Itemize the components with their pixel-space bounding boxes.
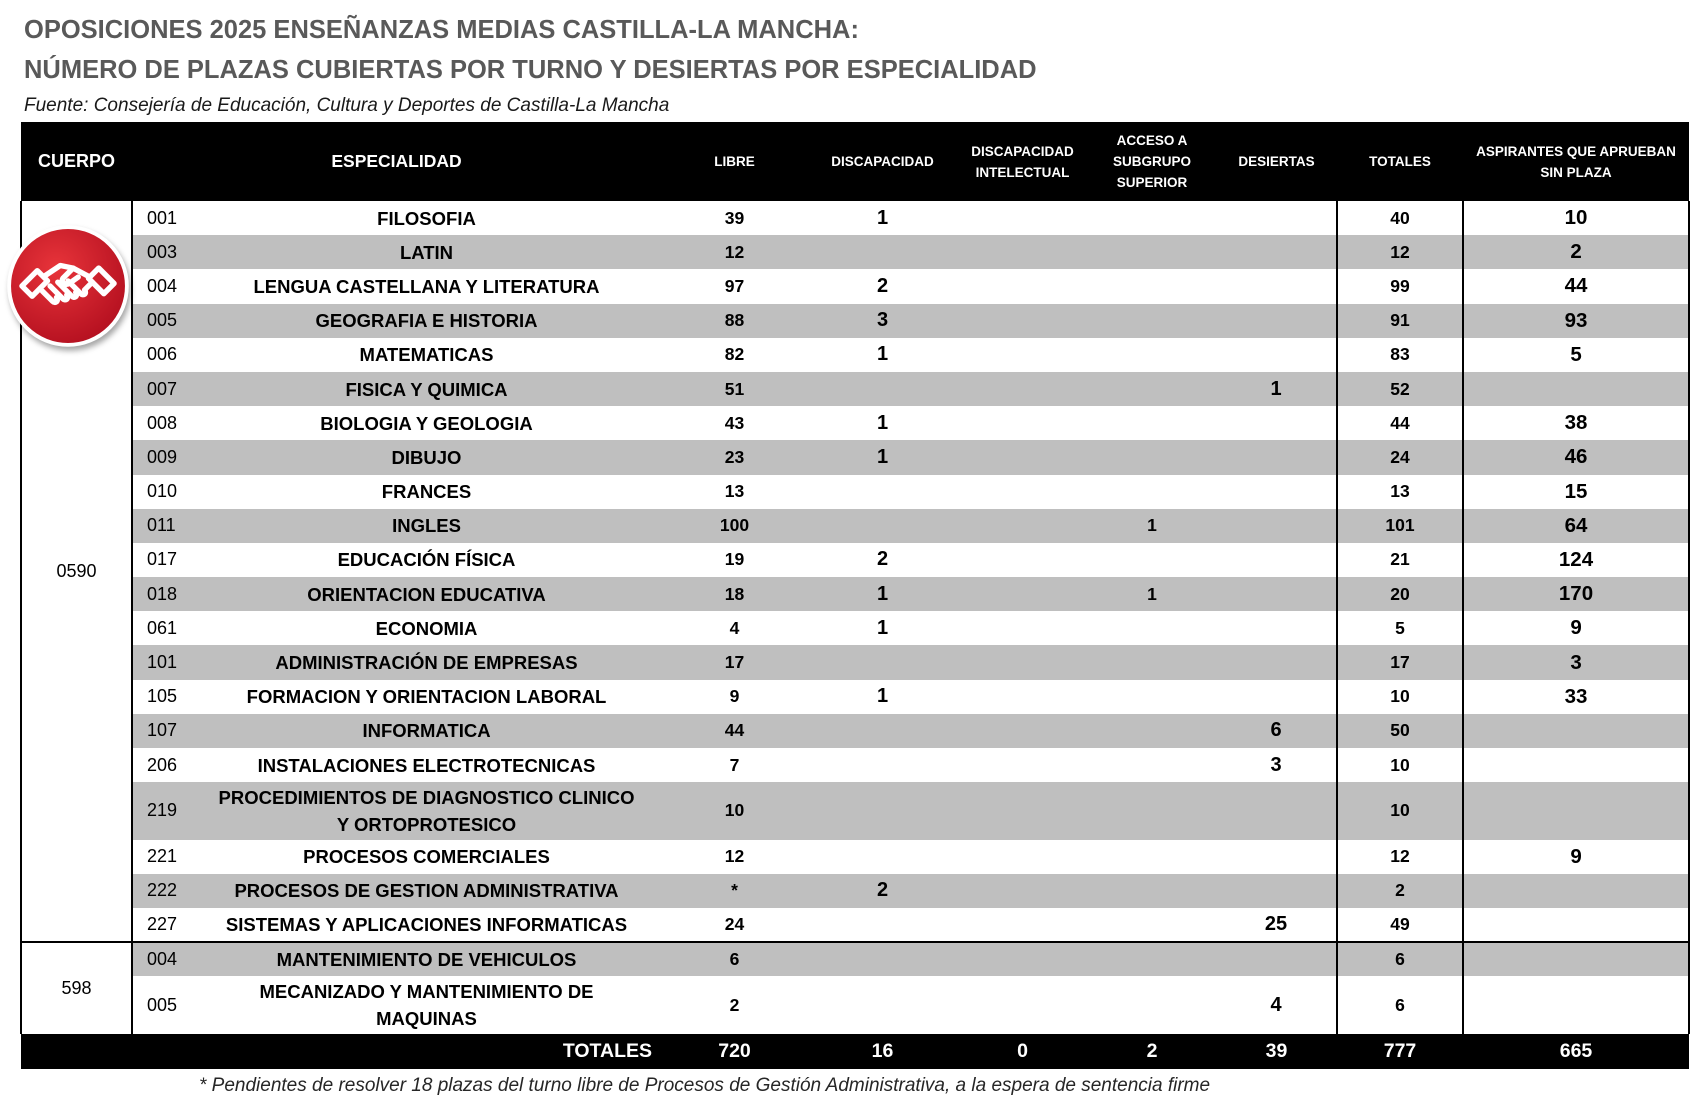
cell-discapacidad: 1	[808, 440, 957, 474]
cell-especialidad: INFORMATICA	[192, 714, 661, 748]
cell-especialidad: GEOGRAFIA E HISTORIA	[192, 304, 661, 338]
cell-totales: 50	[1337, 714, 1463, 748]
cell-discapacidad: 2	[808, 874, 957, 908]
cell-discapacidad	[808, 235, 957, 269]
column-header-cuerpo: CUERPO	[21, 122, 132, 201]
cell-especialidad: PROCEDIMIENTOS DE DIAGNOSTICO CLINICO Y ORTOPROTESICO	[192, 782, 661, 840]
source-caption: Fuente: Consejería de Educación, Cultura y Deportes de Castilla-La Mancha	[24, 95, 670, 116]
cell-code: 018	[132, 577, 192, 611]
cell-desiertas: 3	[1216, 748, 1337, 782]
cell-discapacidad: 1	[808, 338, 957, 372]
cell-desiertas	[1216, 201, 1337, 235]
cell-discapacidad-intelectual	[957, 509, 1088, 543]
cell-code: 206	[132, 748, 192, 782]
cell-especialidad: ORIENTACION EDUCATIVA	[192, 577, 661, 611]
table-row	[21, 543, 1689, 577]
cell-totales: 49	[1337, 908, 1463, 942]
cell-totales: 40	[1337, 201, 1463, 235]
cell-libre: 10	[661, 782, 808, 840]
cell-totales: 17	[1337, 645, 1463, 679]
cell-aspirantes-sin-plaza	[1463, 976, 1689, 1034]
cell-code: 107	[132, 714, 192, 748]
cell-totales: 99	[1337, 269, 1463, 303]
cell-desiertas	[1216, 235, 1337, 269]
cell-discapacidad	[808, 714, 957, 748]
cell-desiertas	[1216, 782, 1337, 840]
table-row	[21, 908, 1689, 942]
table-header-row	[21, 122, 1689, 201]
cell-discapacidad: 1	[808, 577, 957, 611]
cell-discapacidad: 1	[808, 680, 957, 714]
table-row	[21, 338, 1689, 372]
cell-discapacidad-intelectual	[957, 942, 1088, 976]
cell-libre: 4	[661, 611, 808, 645]
cell-totales: 6	[1337, 942, 1463, 976]
cell-libre: 24	[661, 908, 808, 942]
cell-desiertas: 1	[1216, 372, 1337, 406]
cell-discapacidad	[808, 645, 957, 679]
total-discapacidad-intelectual: 0	[957, 1034, 1088, 1070]
cell-discapacidad-intelectual	[957, 908, 1088, 942]
cell-totales: 24	[1337, 440, 1463, 474]
cell-aspirantes-sin-plaza	[1463, 782, 1689, 840]
cell-desiertas	[1216, 475, 1337, 509]
cell-acceso-subgrupo-superior	[1088, 782, 1216, 840]
cell-aspirantes-sin-plaza	[1463, 748, 1689, 782]
cell-desiertas	[1216, 611, 1337, 645]
cell-discapacidad	[808, 942, 957, 976]
cell-aspirantes-sin-plaza: 124	[1463, 543, 1689, 577]
cell-acceso-subgrupo-superior	[1088, 840, 1216, 874]
total-aspirantes-sin-plaza: 665	[1463, 1034, 1689, 1070]
cell-discapacidad-intelectual	[957, 304, 1088, 338]
cell-discapacidad-intelectual	[957, 748, 1088, 782]
total-desiertas: 39	[1216, 1034, 1337, 1070]
cell-discapacidad	[808, 782, 957, 840]
page-title-line-1: OPOSICIONES 2025 ENSEÑANZAS MEDIAS CASTILLA-LA MANCHA:	[24, 16, 859, 44]
cell-especialidad: PROCESOS DE GESTION ADMINISTRATIVA	[192, 874, 661, 908]
cell-totales: 10	[1337, 680, 1463, 714]
cell-desiertas	[1216, 942, 1337, 976]
column-header-aspirantes-sin-plaza: ASPIRANTES QUE APRUEBAN SIN PLAZA	[1463, 122, 1689, 201]
cell-code: 105	[132, 680, 192, 714]
cell-discapacidad-intelectual	[957, 201, 1088, 235]
cell-libre: 6	[661, 942, 808, 976]
cell-code: 227	[132, 908, 192, 942]
cell-especialidad: MATEMATICAS	[192, 338, 661, 372]
cell-libre: 17	[661, 645, 808, 679]
cell-totales: 12	[1337, 840, 1463, 874]
table-row	[21, 475, 1689, 509]
column-header-acceso-subgrupo-superior: ACCESO A SUBGRUPO SUPERIOR	[1088, 122, 1216, 201]
table-row	[21, 782, 1689, 840]
cell-libre: 39	[661, 201, 808, 235]
cell-desiertas	[1216, 509, 1337, 543]
cell-libre: 43	[661, 406, 808, 440]
cell-totales: 52	[1337, 372, 1463, 406]
cell-code: 101	[132, 645, 192, 679]
cell-discapacidad	[808, 908, 957, 942]
cell-especialidad: EDUCACIÓN FÍSICA	[192, 543, 661, 577]
table-row	[21, 714, 1689, 748]
cell-discapacidad	[808, 976, 957, 1034]
table-row	[21, 235, 1689, 269]
cell-libre: 44	[661, 714, 808, 748]
table-row	[21, 976, 1689, 1034]
cell-discapacidad-intelectual	[957, 714, 1088, 748]
cell-cuerpo: 598	[21, 942, 132, 1034]
column-header-discapacidad: DISCAPACIDAD	[808, 122, 957, 201]
cell-discapacidad-intelectual	[957, 782, 1088, 840]
table-row	[21, 269, 1689, 303]
cell-discapacidad-intelectual	[957, 543, 1088, 577]
cell-acceso-subgrupo-superior: 1	[1088, 509, 1216, 543]
cell-libre: 7	[661, 748, 808, 782]
cell-totales: 44	[1337, 406, 1463, 440]
cell-aspirantes-sin-plaza: 9	[1463, 840, 1689, 874]
cell-especialidad: FORMACION Y ORIENTACION LABORAL	[192, 680, 661, 714]
cell-aspirantes-sin-plaza: 33	[1463, 680, 1689, 714]
plazas-table	[20, 122, 1690, 1069]
cell-acceso-subgrupo-superior	[1088, 908, 1216, 942]
cell-totales: 91	[1337, 304, 1463, 338]
cell-libre: 13	[661, 475, 808, 509]
table-row	[21, 680, 1689, 714]
cell-aspirantes-sin-plaza: 9	[1463, 611, 1689, 645]
cell-discapacidad	[808, 372, 957, 406]
total-libre: 720	[661, 1034, 808, 1070]
table-row	[21, 577, 1689, 611]
table-row	[21, 372, 1689, 406]
cell-discapacidad-intelectual	[957, 611, 1088, 645]
cell-cuerpo: 0590	[21, 201, 132, 942]
cell-desiertas	[1216, 874, 1337, 908]
cell-acceso-subgrupo-superior	[1088, 440, 1216, 474]
table-row	[21, 201, 1689, 235]
column-header-desiertas: DESIERTAS	[1216, 122, 1337, 201]
cell-desiertas: 4	[1216, 976, 1337, 1034]
table-row	[21, 509, 1689, 543]
footnote: * Pendientes de resolver 18 plazas del turno libre de Procesos de Gestión Administrativa, a la espera de sentencia firme	[199, 1075, 1211, 1096]
totals-row	[21, 1034, 1689, 1070]
cell-acceso-subgrupo-superior	[1088, 611, 1216, 645]
table-row	[21, 611, 1689, 645]
table-row	[21, 406, 1689, 440]
cell-libre: 82	[661, 338, 808, 372]
cell-libre: *	[661, 874, 808, 908]
cell-libre: 12	[661, 235, 808, 269]
totals-label: TOTALES	[21, 1034, 661, 1070]
table-row	[21, 840, 1689, 874]
cell-desiertas	[1216, 840, 1337, 874]
cell-aspirantes-sin-plaza: 64	[1463, 509, 1689, 543]
cell-acceso-subgrupo-superior: 1	[1088, 577, 1216, 611]
cell-discapacidad: 1	[808, 406, 957, 440]
cell-aspirantes-sin-plaza: 10	[1463, 201, 1689, 235]
total-discapacidad: 16	[808, 1034, 957, 1070]
cell-acceso-subgrupo-superior	[1088, 304, 1216, 338]
cell-aspirantes-sin-plaza	[1463, 714, 1689, 748]
cell-acceso-subgrupo-superior	[1088, 543, 1216, 577]
cell-totales: 20	[1337, 577, 1463, 611]
cell-discapacidad-intelectual	[957, 475, 1088, 509]
page-title-line-2: NÚMERO DE PLAZAS CUBIERTAS POR TURNO Y DESIERTAS POR ESPECIALIDAD	[24, 56, 1037, 84]
cell-acceso-subgrupo-superior	[1088, 748, 1216, 782]
cell-totales: 12	[1337, 235, 1463, 269]
cell-aspirantes-sin-plaza: 5	[1463, 338, 1689, 372]
cell-code: 009	[132, 440, 192, 474]
cell-discapacidad-intelectual	[957, 577, 1088, 611]
cell-desiertas	[1216, 406, 1337, 440]
cell-especialidad: DIBUJO	[192, 440, 661, 474]
cell-code: 003	[132, 235, 192, 269]
cell-code: 011	[132, 509, 192, 543]
cell-especialidad: BIOLOGIA Y GEOLOGIA	[192, 406, 661, 440]
cell-discapacidad-intelectual	[957, 976, 1088, 1034]
cell-desiertas	[1216, 645, 1337, 679]
cell-discapacidad: 2	[808, 543, 957, 577]
cell-aspirantes-sin-plaza: 38	[1463, 406, 1689, 440]
cell-acceso-subgrupo-superior	[1088, 942, 1216, 976]
cell-aspirantes-sin-plaza: 3	[1463, 645, 1689, 679]
cell-libre: 88	[661, 304, 808, 338]
cell-totales: 6	[1337, 976, 1463, 1034]
cell-totales: 10	[1337, 782, 1463, 840]
cell-discapacidad: 3	[808, 304, 957, 338]
cell-code: 006	[132, 338, 192, 372]
cell-totales: 101	[1337, 509, 1463, 543]
cell-desiertas	[1216, 680, 1337, 714]
cell-code: 017	[132, 543, 192, 577]
cell-totales: 2	[1337, 874, 1463, 908]
cell-aspirantes-sin-plaza: 15	[1463, 475, 1689, 509]
cell-libre: 2	[661, 976, 808, 1034]
cell-discapacidad: 2	[808, 269, 957, 303]
column-header-totales: TOTALES	[1337, 122, 1463, 201]
cell-acceso-subgrupo-superior	[1088, 680, 1216, 714]
cell-acceso-subgrupo-superior	[1088, 874, 1216, 908]
cell-libre: 100	[661, 509, 808, 543]
cell-desiertas	[1216, 269, 1337, 303]
cell-libre: 12	[661, 840, 808, 874]
cell-desiertas	[1216, 304, 1337, 338]
cell-desiertas	[1216, 440, 1337, 474]
cell-especialidad: MANTENIMIENTO DE VEHICULOS	[192, 942, 661, 976]
cell-discapacidad: 1	[808, 611, 957, 645]
cell-discapacidad-intelectual	[957, 235, 1088, 269]
table-body	[21, 201, 1689, 1034]
cell-code: 007	[132, 372, 192, 406]
cell-acceso-subgrupo-superior	[1088, 235, 1216, 269]
cell-acceso-subgrupo-superior	[1088, 406, 1216, 440]
cell-aspirantes-sin-plaza: 93	[1463, 304, 1689, 338]
cell-acceso-subgrupo-superior	[1088, 475, 1216, 509]
cell-aspirantes-sin-plaza	[1463, 372, 1689, 406]
cell-libre: 18	[661, 577, 808, 611]
table-row	[21, 748, 1689, 782]
cell-especialidad: ECONOMIA	[192, 611, 661, 645]
cell-acceso-subgrupo-superior	[1088, 338, 1216, 372]
cell-especialidad: LATIN	[192, 235, 661, 269]
cell-code: 221	[132, 840, 192, 874]
cell-especialidad: INSTALACIONES ELECTROTECNICAS	[192, 748, 661, 782]
cell-discapacidad: 1	[808, 201, 957, 235]
column-header-libre: LIBRE	[661, 122, 808, 201]
cell-aspirantes-sin-plaza	[1463, 874, 1689, 908]
cell-libre: 51	[661, 372, 808, 406]
table-row	[21, 942, 1689, 976]
cell-discapacidad-intelectual	[957, 645, 1088, 679]
cell-code: 010	[132, 475, 192, 509]
cell-code: 005	[132, 304, 192, 338]
cell-discapacidad	[808, 840, 957, 874]
total-totales: 777	[1337, 1034, 1463, 1070]
cell-code: 008	[132, 406, 192, 440]
cell-code: 004	[132, 269, 192, 303]
cell-especialidad: LENGUA CASTELLANA Y LITERATURA	[192, 269, 661, 303]
cell-code: 004	[132, 942, 192, 976]
cell-especialidad: ADMINISTRACIÓN DE EMPRESAS	[192, 645, 661, 679]
table-row	[21, 645, 1689, 679]
cell-aspirantes-sin-plaza: 2	[1463, 235, 1689, 269]
cell-discapacidad-intelectual	[957, 338, 1088, 372]
cell-discapacidad-intelectual	[957, 372, 1088, 406]
cell-totales: 13	[1337, 475, 1463, 509]
cell-discapacidad-intelectual	[957, 874, 1088, 908]
cell-code: 061	[132, 611, 192, 645]
cell-desiertas: 25	[1216, 908, 1337, 942]
cell-discapacidad	[808, 748, 957, 782]
cell-discapacidad-intelectual	[957, 269, 1088, 303]
cell-aspirantes-sin-plaza: 170	[1463, 577, 1689, 611]
cell-totales: 10	[1337, 748, 1463, 782]
cell-libre: 23	[661, 440, 808, 474]
cell-code: 219	[132, 782, 192, 840]
cell-desiertas	[1216, 543, 1337, 577]
cell-especialidad: FRANCES	[192, 475, 661, 509]
cell-totales: 21	[1337, 543, 1463, 577]
cell-especialidad: MECANIZADO Y MANTENIMIENTO DE MAQUINAS	[192, 976, 661, 1034]
cell-discapacidad	[808, 475, 957, 509]
cell-code: 001	[132, 201, 192, 235]
table-row	[21, 440, 1689, 474]
cell-totales: 83	[1337, 338, 1463, 372]
cell-especialidad: FISICA Y QUIMICA	[192, 372, 661, 406]
cell-discapacidad-intelectual	[957, 440, 1088, 474]
cell-libre: 97	[661, 269, 808, 303]
cell-especialidad: FILOSOFIA	[192, 201, 661, 235]
cell-acceso-subgrupo-superior	[1088, 201, 1216, 235]
cell-discapacidad-intelectual	[957, 406, 1088, 440]
cell-code: 222	[132, 874, 192, 908]
cell-acceso-subgrupo-superior	[1088, 645, 1216, 679]
cell-acceso-subgrupo-superior	[1088, 976, 1216, 1034]
column-header-discapacidad-intelectual: DISCAPACIDAD INTELECTUAL	[957, 122, 1088, 201]
cell-desiertas	[1216, 577, 1337, 611]
cell-especialidad: INGLES	[192, 509, 661, 543]
cell-acceso-subgrupo-superior	[1088, 269, 1216, 303]
cell-desiertas	[1216, 338, 1337, 372]
cell-aspirantes-sin-plaza: 46	[1463, 440, 1689, 474]
cell-libre: 19	[661, 543, 808, 577]
total-acceso-subgrupo-superior: 2	[1088, 1034, 1216, 1070]
cell-totales: 5	[1337, 611, 1463, 645]
cell-discapacidad-intelectual	[957, 680, 1088, 714]
cell-aspirantes-sin-plaza: 44	[1463, 269, 1689, 303]
column-header-especialidad: ESPECIALIDAD	[132, 122, 661, 201]
table-row	[21, 874, 1689, 908]
cell-acceso-subgrupo-superior	[1088, 714, 1216, 748]
cell-discapacidad-intelectual	[957, 840, 1088, 874]
handshake-icon	[4, 222, 132, 350]
cell-discapacidad	[808, 509, 957, 543]
cell-aspirantes-sin-plaza	[1463, 908, 1689, 942]
cell-aspirantes-sin-plaza	[1463, 942, 1689, 976]
table-row	[21, 304, 1689, 338]
cell-code: 005	[132, 976, 192, 1034]
cell-libre: 9	[661, 680, 808, 714]
cell-especialidad: SISTEMAS Y APLICACIONES INFORMATICAS	[192, 908, 661, 942]
cell-desiertas: 6	[1216, 714, 1337, 748]
cell-acceso-subgrupo-superior	[1088, 372, 1216, 406]
cell-especialidad: PROCESOS COMERCIALES	[192, 840, 661, 874]
